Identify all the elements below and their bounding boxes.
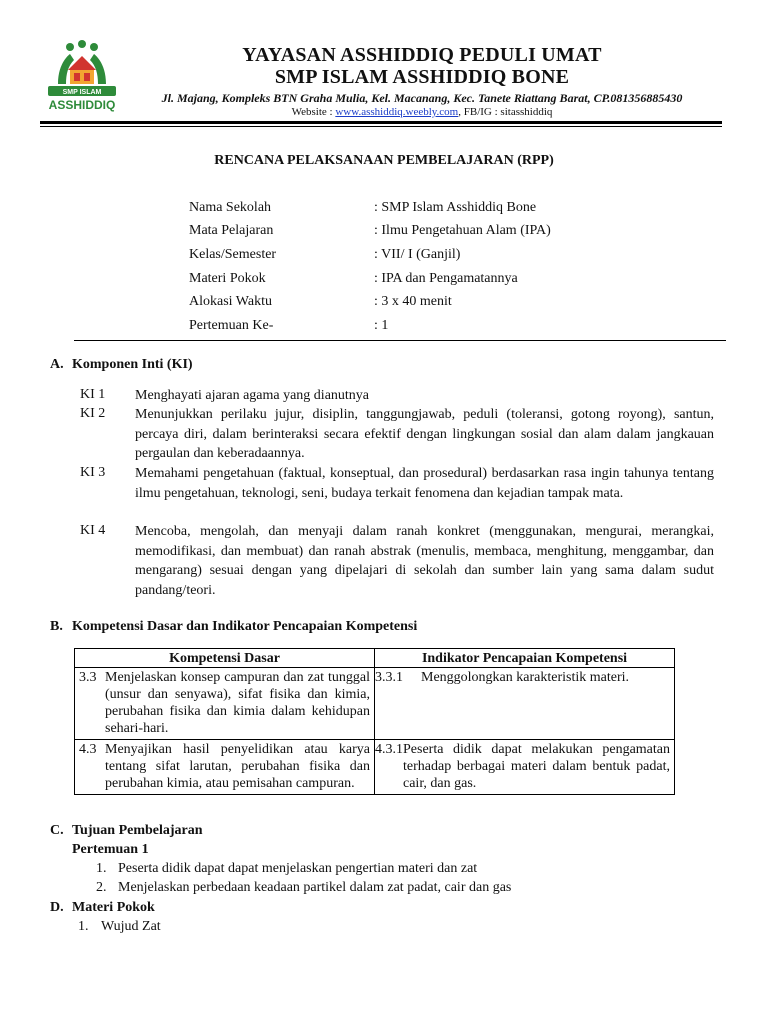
ipk-text: Menggolongkan karakteristik materi. xyxy=(421,670,629,685)
identity-value: : SMP Islam Asshiddiq Bone xyxy=(374,200,537,215)
ki-code: KI 1 xyxy=(80,387,106,402)
kd-number: 4.3 xyxy=(79,742,97,757)
ipk-number: 3.3.1 xyxy=(375,670,403,685)
school-contact xyxy=(122,106,722,118)
ki-text: Memahami pengetahuan (faktual, konseptual, dan prosedural) berdasarkan rasa ingin tahunya tentang ilmu pengetahuan, teknologi, seni, budaya terkait fenomena dan kejadian tampak mata. xyxy=(135,466,714,501)
material-text: Wujud Zat xyxy=(101,919,161,934)
material-number: 1. xyxy=(78,919,89,934)
ki-text: Menghayati ajaran agama yang dianutnya xyxy=(135,388,370,403)
section-b-title: Kompetensi Dasar dan Indikator Pencapaian Kompetensi xyxy=(72,619,418,634)
table-row xyxy=(75,668,675,740)
identity-label: Alokasi Waktu xyxy=(189,294,272,309)
section-a-letter: A. xyxy=(50,357,64,372)
header-rule-thin xyxy=(40,126,722,127)
kd-cell xyxy=(75,668,375,740)
logo-text: SMP ISLAM xyxy=(62,89,102,96)
section-d-letter: D. xyxy=(50,900,64,915)
ki-text: Mencoba, mengolah, dan menyaji dalam ranah konkret (menggunakan, mengurai, merangkai, memodifikasi, dan membuat) dan ranah abstrak (menulis, membaca, menghitung, menggambar, dan mengarang) sesuai dengan yang dipelajari di sekolah dan sumber lain yang sama dalam sudut pandang/teori. xyxy=(135,524,714,598)
competency-table xyxy=(74,648,675,795)
kd-text: Menyajikan hasil penyelidikan atau karya tentang sifat larutan, perubahan fisika dan perubahan kimia, atau pemisahan campuran. xyxy=(105,742,370,791)
objective-number: 1. xyxy=(96,861,107,876)
identity-value: : VII/ I (Ganjil) xyxy=(374,247,461,262)
kd-cell xyxy=(75,740,375,795)
identity-label: Nama Sekolah xyxy=(189,200,272,215)
identity-value: : 1 xyxy=(374,318,389,333)
ki-code: KI 3 xyxy=(80,465,106,480)
section-a-title: Komponen Inti (KI) xyxy=(72,357,193,372)
kd-text: Menjelaskan konsep campuran dan zat tunggal (unsur dan senyawa), sifat fisika dan kimia, perubahan fisika dan kimia dalam kehidupan sehari-hari. xyxy=(105,670,370,736)
identity-value: : Ilmu Pengetahuan Alam (IPA) xyxy=(374,223,551,238)
school-name: SMP ISLAM ASSHIDDIQ BONE xyxy=(274,66,570,88)
svg-text:ASSHIDDIQ: ASSHIDDIQ xyxy=(48,98,116,112)
table-header-row xyxy=(75,649,675,668)
column-header: Kompetensi Dasar xyxy=(75,649,375,668)
column-header: Indikator Pencapaian Kompetensi xyxy=(375,649,675,668)
section-c-subtitle: Pertemuan 1 xyxy=(72,842,149,857)
ipk-text: Peserta didik dapat melakukan pengamatan terhadap berbagai materi dalam bentuk padat, cair, dan gas. xyxy=(403,742,670,791)
identity-label: Mata Pelajaran xyxy=(189,223,274,238)
ki-code: KI 4 xyxy=(80,523,106,538)
objective-text: Peserta didik dapat dapat menjelaskan pengertian materi dan zat xyxy=(118,861,478,876)
section-d-title: Materi Pokok xyxy=(72,900,155,915)
header-rule-thick xyxy=(40,121,722,124)
section-c-letter: C. xyxy=(50,823,64,838)
ipk-number: 4.3.1 xyxy=(375,742,403,757)
table-row xyxy=(75,740,675,795)
identity-divider xyxy=(74,340,726,341)
social-handle: , FB/IG : sitasshiddiq xyxy=(458,106,553,118)
school-address: Jl. Majang, Kompleks BTN Graha Mulia, Kel. Macanang, Kec. Tanete Riattang Barat, CP.081356885430 xyxy=(161,91,683,105)
website-link[interactable]: www.asshiddiq.weebly.com xyxy=(335,106,459,118)
identity-label: Materi Pokok xyxy=(189,271,266,286)
identity-label: Kelas/Semester xyxy=(189,247,277,262)
foundation-name: YAYASAN ASSHIDDIQ PEDULI UMAT xyxy=(242,44,602,66)
section-b-letter: B. xyxy=(50,619,63,634)
ki-text: Menunjukkan perilaku jujur, disiplin, tanggungjawab, peduli (toleransi, gotong royong), santun, percaya diri, dalam berinteraksi secara efektif dengan lingkungan sosial dan alam dalam jangkauan pergaulan dan keberadaannya. xyxy=(135,407,714,461)
document-title: RENCANA PELAKSANAAN PEMBELAJARAN (RPP) xyxy=(214,153,554,168)
objective-number: 2. xyxy=(96,880,107,895)
kd-number: 3.3 xyxy=(79,670,97,685)
website-prefix: Website : xyxy=(291,106,336,118)
ki-code: KI 2 xyxy=(80,406,106,421)
identity-value: : 3 x 40 menit xyxy=(374,294,452,309)
section-c-title: Tujuan Pembelajaran xyxy=(72,823,203,838)
identity-label: Pertemuan Ke- xyxy=(189,318,274,333)
identity-value: : IPA dan Pengamatannya xyxy=(374,271,518,286)
objective-text: Menjelaskan perbedaan keadaan partikel dalam zat padat, cair dan gas xyxy=(118,880,512,895)
school-logo xyxy=(40,40,124,114)
ipk-cell xyxy=(375,668,675,740)
ipk-cell xyxy=(375,740,675,795)
